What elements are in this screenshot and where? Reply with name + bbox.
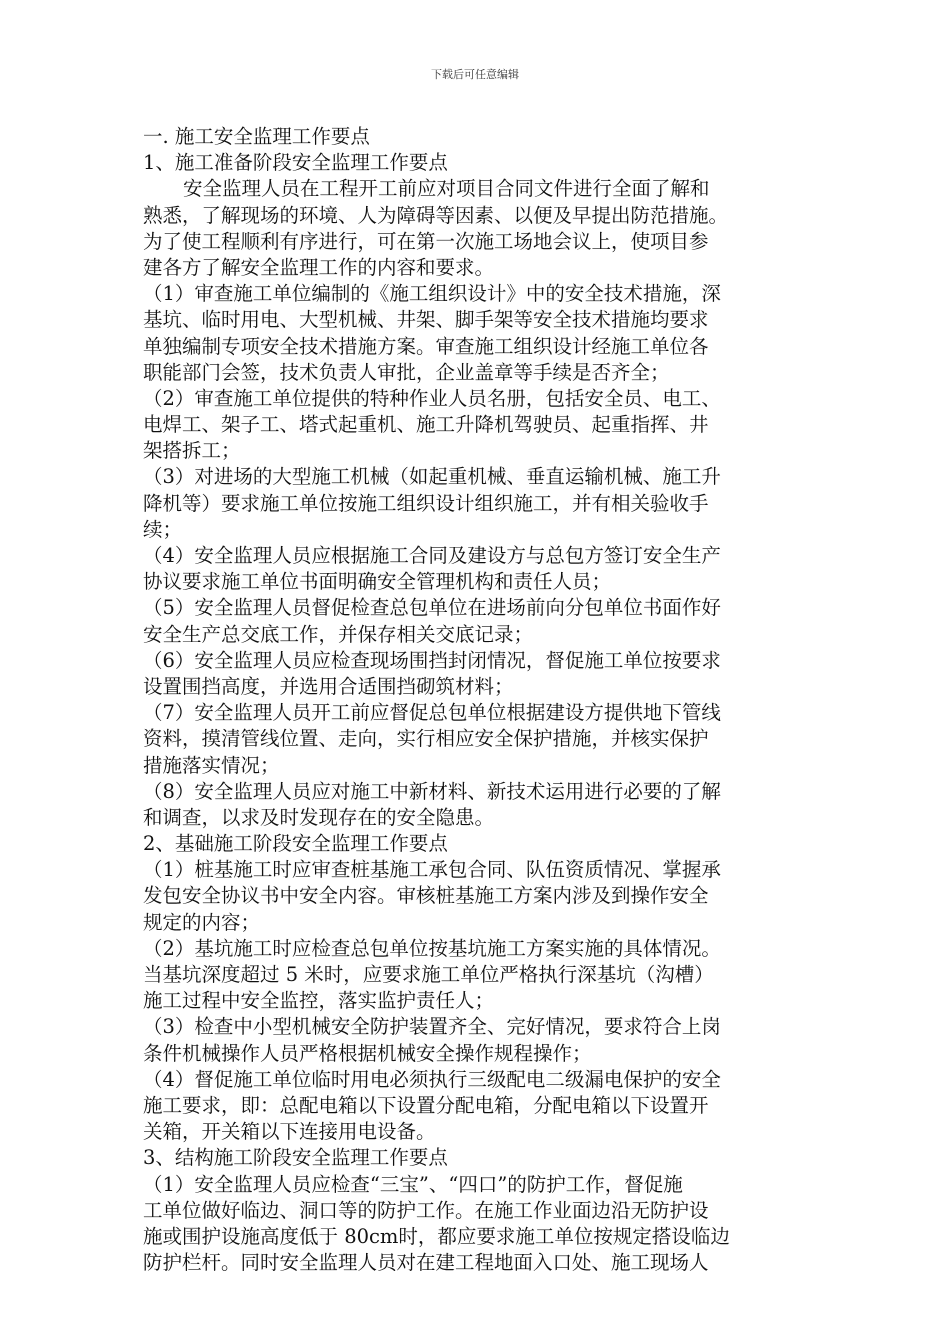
list-item-line: （5）安全监理人员督促检查总包单位在进场前向分包单位书面作好 bbox=[143, 596, 721, 620]
paragraph-line: 安全监理人员在工程开工前应对项目合同文件进行全面了解和 bbox=[183, 177, 710, 201]
subsection-heading: 3、结构施工阶段安全监理工作要点 bbox=[143, 1146, 448, 1170]
list-item-line: 关箱，开关箱以下连接用电设备。 bbox=[143, 1120, 436, 1144]
list-item-line: （6）安全监理人员应检查现场围挡封闭情况，督促施工单位按要求 bbox=[143, 648, 721, 672]
list-item-line: 发包安全协议书中安全内容。审核桩基施工方案内涉及到操作安全 bbox=[143, 884, 709, 908]
list-item-line: （1）安全监理人员应检查“三宝”、“四口”的防护工作，督促施 bbox=[143, 1172, 683, 1196]
list-item-line: 和调查，以求及时发现存在的安全隐患。 bbox=[143, 805, 495, 829]
list-item-line: 资料，摸清管线位置、走向，实行相应安全保护措施，并核实保护 bbox=[143, 727, 709, 751]
list-item-line: 安全生产总交底工作，并保存相关交底记录； bbox=[143, 622, 534, 646]
list-item-line: 当基坑深度超过 5 米时，应要求施工单位严格执行深基坑（沟槽） bbox=[143, 963, 714, 986]
list-item-line: 基坑、临时用电、大型机械、井架、脚手架等安全技术措施均要求 bbox=[143, 308, 709, 332]
list-item-line: 协议要求施工单位书面明确安全管理机构和责任人员； bbox=[143, 570, 612, 594]
list-item-line: 规定的内容； bbox=[143, 910, 261, 934]
list-item-line: 措施落实情况； bbox=[143, 753, 280, 777]
page-header: 下载后可任意编辑 bbox=[431, 68, 519, 81]
list-item-line: 条件机械操作人员严格根据机械安全操作规程操作； bbox=[143, 1041, 592, 1065]
list-item-line: 施工过程中安全监控，落实监护责任人； bbox=[143, 989, 495, 1013]
list-item-line: 施或围护设施高度低于 80cm时，都应要求施工单位按规定搭设临边 bbox=[143, 1224, 730, 1248]
list-item-line: 防护栏杆。同时安全监理人员对在建工程地面入口处、施工现场人 bbox=[143, 1251, 709, 1275]
list-item-line: 电焊工、架子工、塔式起重机、施工升降机驾驶员、起重指挥、井 bbox=[143, 413, 709, 437]
list-item-line: （1）审查施工单位编制的《施工组织设计》中的安全技术措施，深 bbox=[143, 282, 721, 306]
list-item-line: 职能部门会签，技术负责人审批，企业盖章等手续是否齐全； bbox=[143, 360, 670, 384]
list-item-line: （1）桩基施工时应审查桩基施工承包合同、队伍资质情况、掌握承 bbox=[143, 858, 721, 882]
list-item-line: （4）督促施工单位临时用电必须执行三级配电二级漏电保护的安全 bbox=[143, 1067, 721, 1091]
paragraph-line: 建各方了解安全监理工作的内容和要求。 bbox=[143, 255, 495, 279]
list-item-line: 续； bbox=[143, 517, 183, 541]
list-item-line: （2）审查施工单位提供的特种作业人员名册，包括安全员、电工、 bbox=[143, 386, 721, 410]
list-item-line: 降机等）要求施工单位按施工组织设计组织施工，并有相关验收手 bbox=[143, 491, 709, 515]
list-item-line: （3）检查中小型机械安全防护装置齐全、完好情况，要求符合上岗 bbox=[143, 1015, 721, 1039]
list-item-line: （3）对进场的大型施工机械（如起重机械、垂直运输机械、施工升 bbox=[143, 465, 721, 489]
list-item-line: 架搭拆工； bbox=[143, 439, 241, 463]
list-item-line: （7）安全监理人员开工前应督促总包单位根据建设方提供地下管线 bbox=[143, 701, 721, 725]
paragraph-line: 熟悉，了解现场的环境、人为障碍等因素、以便及早提出防范措施。 bbox=[143, 203, 729, 227]
document-body bbox=[143, 124, 811, 1276]
list-item-line: （2）基坑施工时应检查总包单位按基坑施工方案实施的具体情况。 bbox=[143, 936, 721, 960]
list-item-line: 单独编制专项安全技术措施方案。审查施工组织设计经施工单位各 bbox=[143, 334, 709, 358]
section-heading: 一. 施工安全监理工作要点 bbox=[143, 125, 370, 148]
subsection-heading: 1、施工准备阶段安全监理工作要点 bbox=[143, 151, 448, 175]
subsection-heading: 2、基础施工阶段安全监理工作要点 bbox=[143, 832, 448, 856]
list-item-line: 工单位做好临边、洞口等的防护工作。在施工作业面边沿无防护设 bbox=[143, 1198, 709, 1222]
paragraph-line: 为了使工程顺利有序进行，可在第一次施工场地会议上，使项目参 bbox=[143, 229, 709, 253]
list-item-line: 设置围挡高度，并选用合适围挡砌筑材料； bbox=[143, 674, 514, 698]
list-item-line: 施工要求，即：总配电箱以下设置分配电箱，分配电箱以下设置开 bbox=[143, 1093, 709, 1117]
list-item-line: （8）安全监理人员应对施工中新材料、新技术运用进行必要的了解 bbox=[143, 779, 721, 803]
list-item-line: （4）安全监理人员应根据施工合同及建设方与总包方签订安全生产 bbox=[143, 544, 721, 567]
